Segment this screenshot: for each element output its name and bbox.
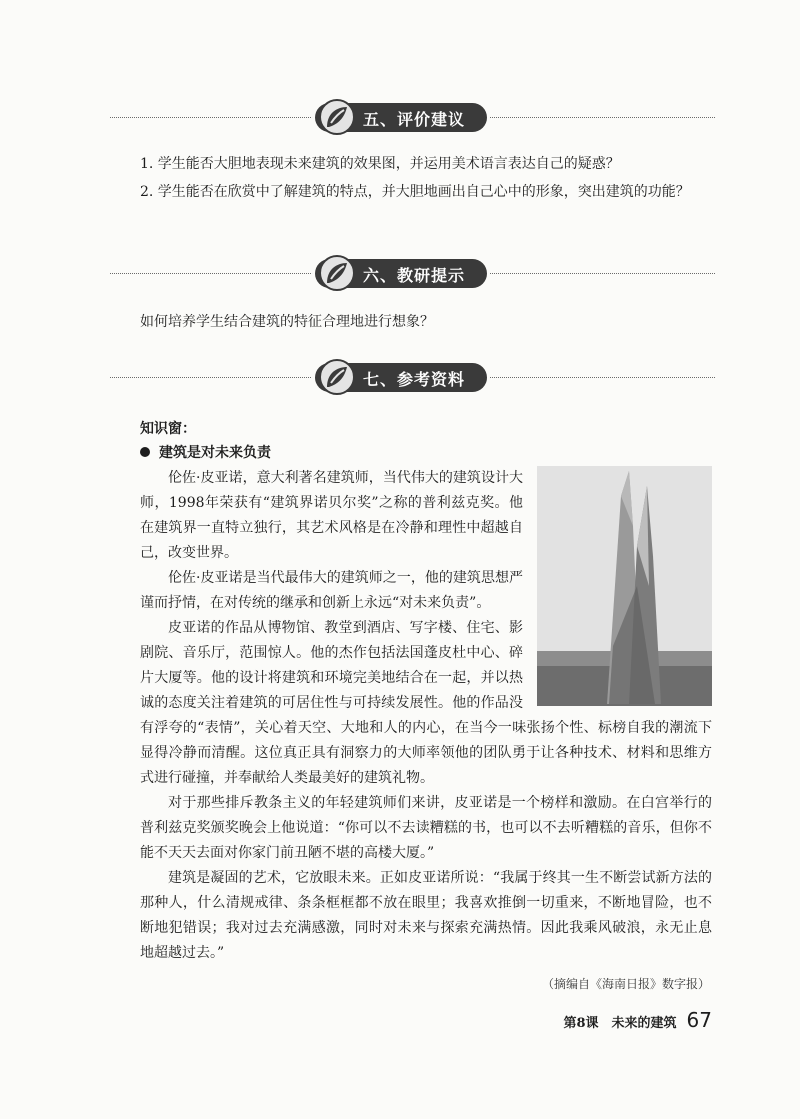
bullet-dot-icon [140,447,150,457]
topic-heading-text: 建筑是对未来负责 [159,445,271,461]
research-tip: 如何培养学生结合建筑的特征合理地进行想象？ [140,314,434,330]
building-photo [537,466,712,706]
reference-paragraph: 对于那些排斥教条主义的年轻建筑师们来讲，皮亚诺是一个榜样和激励。在白宫举行的普利兹克奖颁奖晚会上他说道：“你可以不去读糟糕的书，也可以不去听糟糕的音乐，但你不能不天天去面对你家门前丑陋不堪的高楼大厦。” [140,795,712,861]
page-footer [564,1008,713,1032]
leaf-swirl-icon [319,99,355,135]
section-header-reference [110,360,715,396]
section-title-pill [315,363,487,392]
reference-paragraph: 皮亚诺的作品从博物馆、教堂到酒店、写字楼、住宅、影剧院、音乐厅，范围惊人。他的杰作包括法国蓬皮杜中心、碎片大厦等。他的设计将建筑和环境完美地结合在一起，并以热诚的态度关注着建筑的可居住性与可持续发展性。他的作品没有浮夸的“表情”，关心着天空、大地和人的内心，在当今一味张扬个性、标榜自我的潮流下显得冷静而清醒。这位真正具有洞察力的大师率领他的团队勇于让各种技术、材料和思维方式进行碰撞，并奉献给人类最美好的建筑礼物。 [140,620,712,786]
section-title: 五、评价建议 [363,110,466,129]
evaluation-item: 1. 学生能否大胆地表现未来建筑的效果图，并运用美术语言表达自己的疑惑？ [140,156,620,172]
reference-paragraph: 伦佐·皮亚诺是当代最伟大的建筑师之一，他的建筑思想严谨而抒情，在对传统的继承和创新上永远“对未来负责”。 [140,570,523,611]
lesson-title: 第8课 未来的建筑 [563,1016,677,1031]
topic-heading [140,442,271,462]
section-header-research [110,256,715,292]
page-number: 67 [686,1008,712,1032]
section-title: 六、教研提示 [363,266,466,285]
leaf-swirl-icon [319,255,355,291]
source-citation: （摘编自《海南日报》数字报） [541,977,710,991]
section-title: 七、参考资料 [363,370,466,389]
section-title-pill [315,259,487,288]
reference-body [140,466,712,966]
leaf-swirl-icon [319,359,355,395]
reference-paragraph: 建筑是凝固的艺术，它放眼未来。正如皮亚诺所说：“我属于终其一生不断尝试新方法的那种人，什么清规戒律、条条框框都不放在眼里；我喜欢推倒一切重来，不断地冒险，也不断地犯错误；我对过去充满感激，同时对未来与探索充满热情。因此我乘风破浪，永无止息地超越过去。” [140,870,712,961]
reference-paragraph: 伦佐·皮亚诺，意大利著名建筑师，当代伟大的建筑设计大师，1998年荣获有“建筑界诺贝尔奖”之称的普利兹克奖。他在建筑界一直特立独行，其艺术风格是在冷静和理性中超越自己，改变世界。 [140,470,523,561]
section-header-evaluation [110,100,715,136]
section-title-pill [315,103,487,132]
evaluation-item: 2. 学生能否在欣赏中了解建筑的特点，并大胆地画出自己心中的形象，突出建筑的功能？ [140,184,690,200]
knowledge-window-title: 知识窗： [140,421,196,437]
